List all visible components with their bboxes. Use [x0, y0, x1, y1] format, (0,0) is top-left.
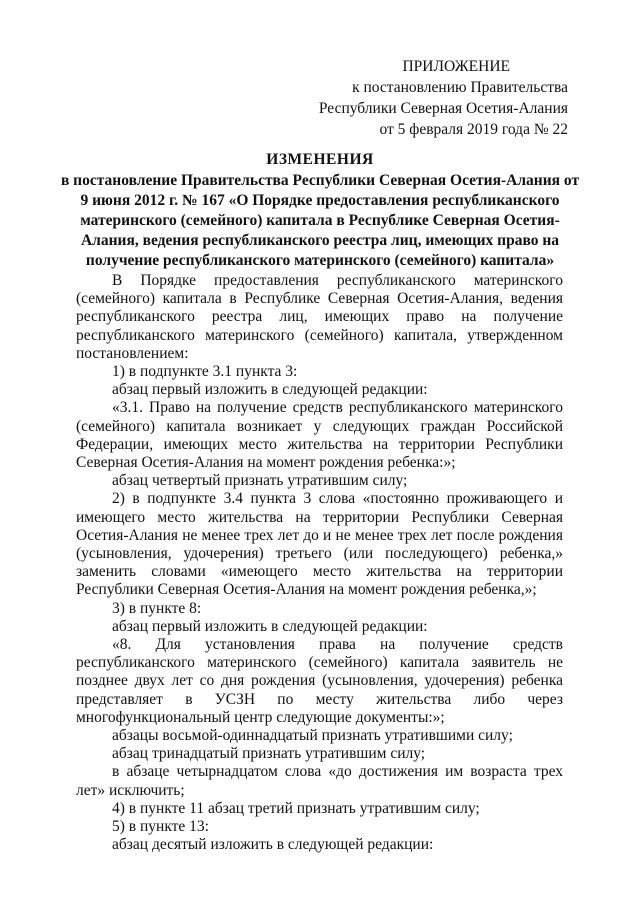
paragraph: 3) в пункте 8:: [112, 599, 202, 617]
paragraph: 1) в подпункте 3.1 пункта 3:: [112, 363, 298, 381]
paragraph: абзац первый изложить в следующей редакции:: [112, 617, 428, 635]
paragraph: абзац десятый изложить в следующей редакции:: [112, 836, 434, 854]
paragraph: «8. Для установления права на получение средств республиканского материнского (семейного) капитала заявитель не позднее двух лет со дня рождения (усыновления, удочерения) ребенка представляет в УСЗН по месту жительства либо через многофункциональный центр следующие документы:»;: [76, 636, 563, 726]
paragraph: «3.1. Право на получение средств республиканского материнского (семейного) капитала возникает у следующих граждан Российской Федерации, имеющих место жительства на территории Республики Северная Осетия-Алания на момент рождения ребенка:»;: [76, 399, 563, 472]
paragraph: абзацы восьмой-одиннадцатый признать утратившими силу;: [112, 727, 513, 745]
appendix-block: [268, 56, 568, 140]
paragraph: в абзаце четырнадцатом слова «до достижения им возраста трех лет» исключить;: [76, 763, 563, 799]
title-heading: ИЗМЕНЕНИЯ: [266, 151, 374, 168]
paragraph: абзац четвертый признать утратившим силу;: [112, 472, 408, 490]
title-text: в постановление Правительства Республики Северная Осетия-Алания от 9 июня 2012 г. № 167 «О Порядке предоставления республиканского материнского (семейного) капитала в Республике Северная Осетия-Алания, ведения республиканского реестра лиц, имеющих право на получение республиканского материнского (семейного) капитала»: [60, 172, 580, 269]
appendix-date-line: от 5 февраля 2019 года № 22: [379, 121, 568, 138]
paragraph: абзац первый изложить в следующей редакции:: [112, 381, 428, 399]
document-title: [60, 150, 580, 271]
paragraph: 2) в подпункте 3.4 пункта 3 слова «постоянно проживающего и имеющего место жительства на территории Республики Северная Осетия-Алания не менее трех лет до и не менее трех лет после рождения (усыновления, удочерения) третьего (или последующего) ребенка,» заменить словами «имеющего место жительства на территории Республики Северная Осетия-Алания на момент рождения ребенка,»;: [76, 490, 563, 599]
paragraph: абзац тринадцатый признать утратившим силу;: [112, 745, 426, 763]
paragraph: 4) в пункте 11 абзац третий признать утратившим силу;: [112, 799, 480, 817]
paragraph: В Порядке предоставления республиканского материнского (семейного) капитала в Республике Северная Осетия-Алания, ведения республиканского реестра лиц, имеющих право на получение республиканского материнского (семейного) капитала, утвержденном постановлением:: [76, 272, 563, 362]
appendix-heading: ПРИЛОЖЕНИЕ: [402, 58, 510, 75]
appendix-line: Республики Северная Осетия-Алания: [318, 100, 568, 117]
appendix-line: к постановлению Правительства: [352, 79, 568, 96]
paragraph: 5) в пункте 13:: [112, 818, 209, 836]
document-body: [76, 272, 563, 855]
